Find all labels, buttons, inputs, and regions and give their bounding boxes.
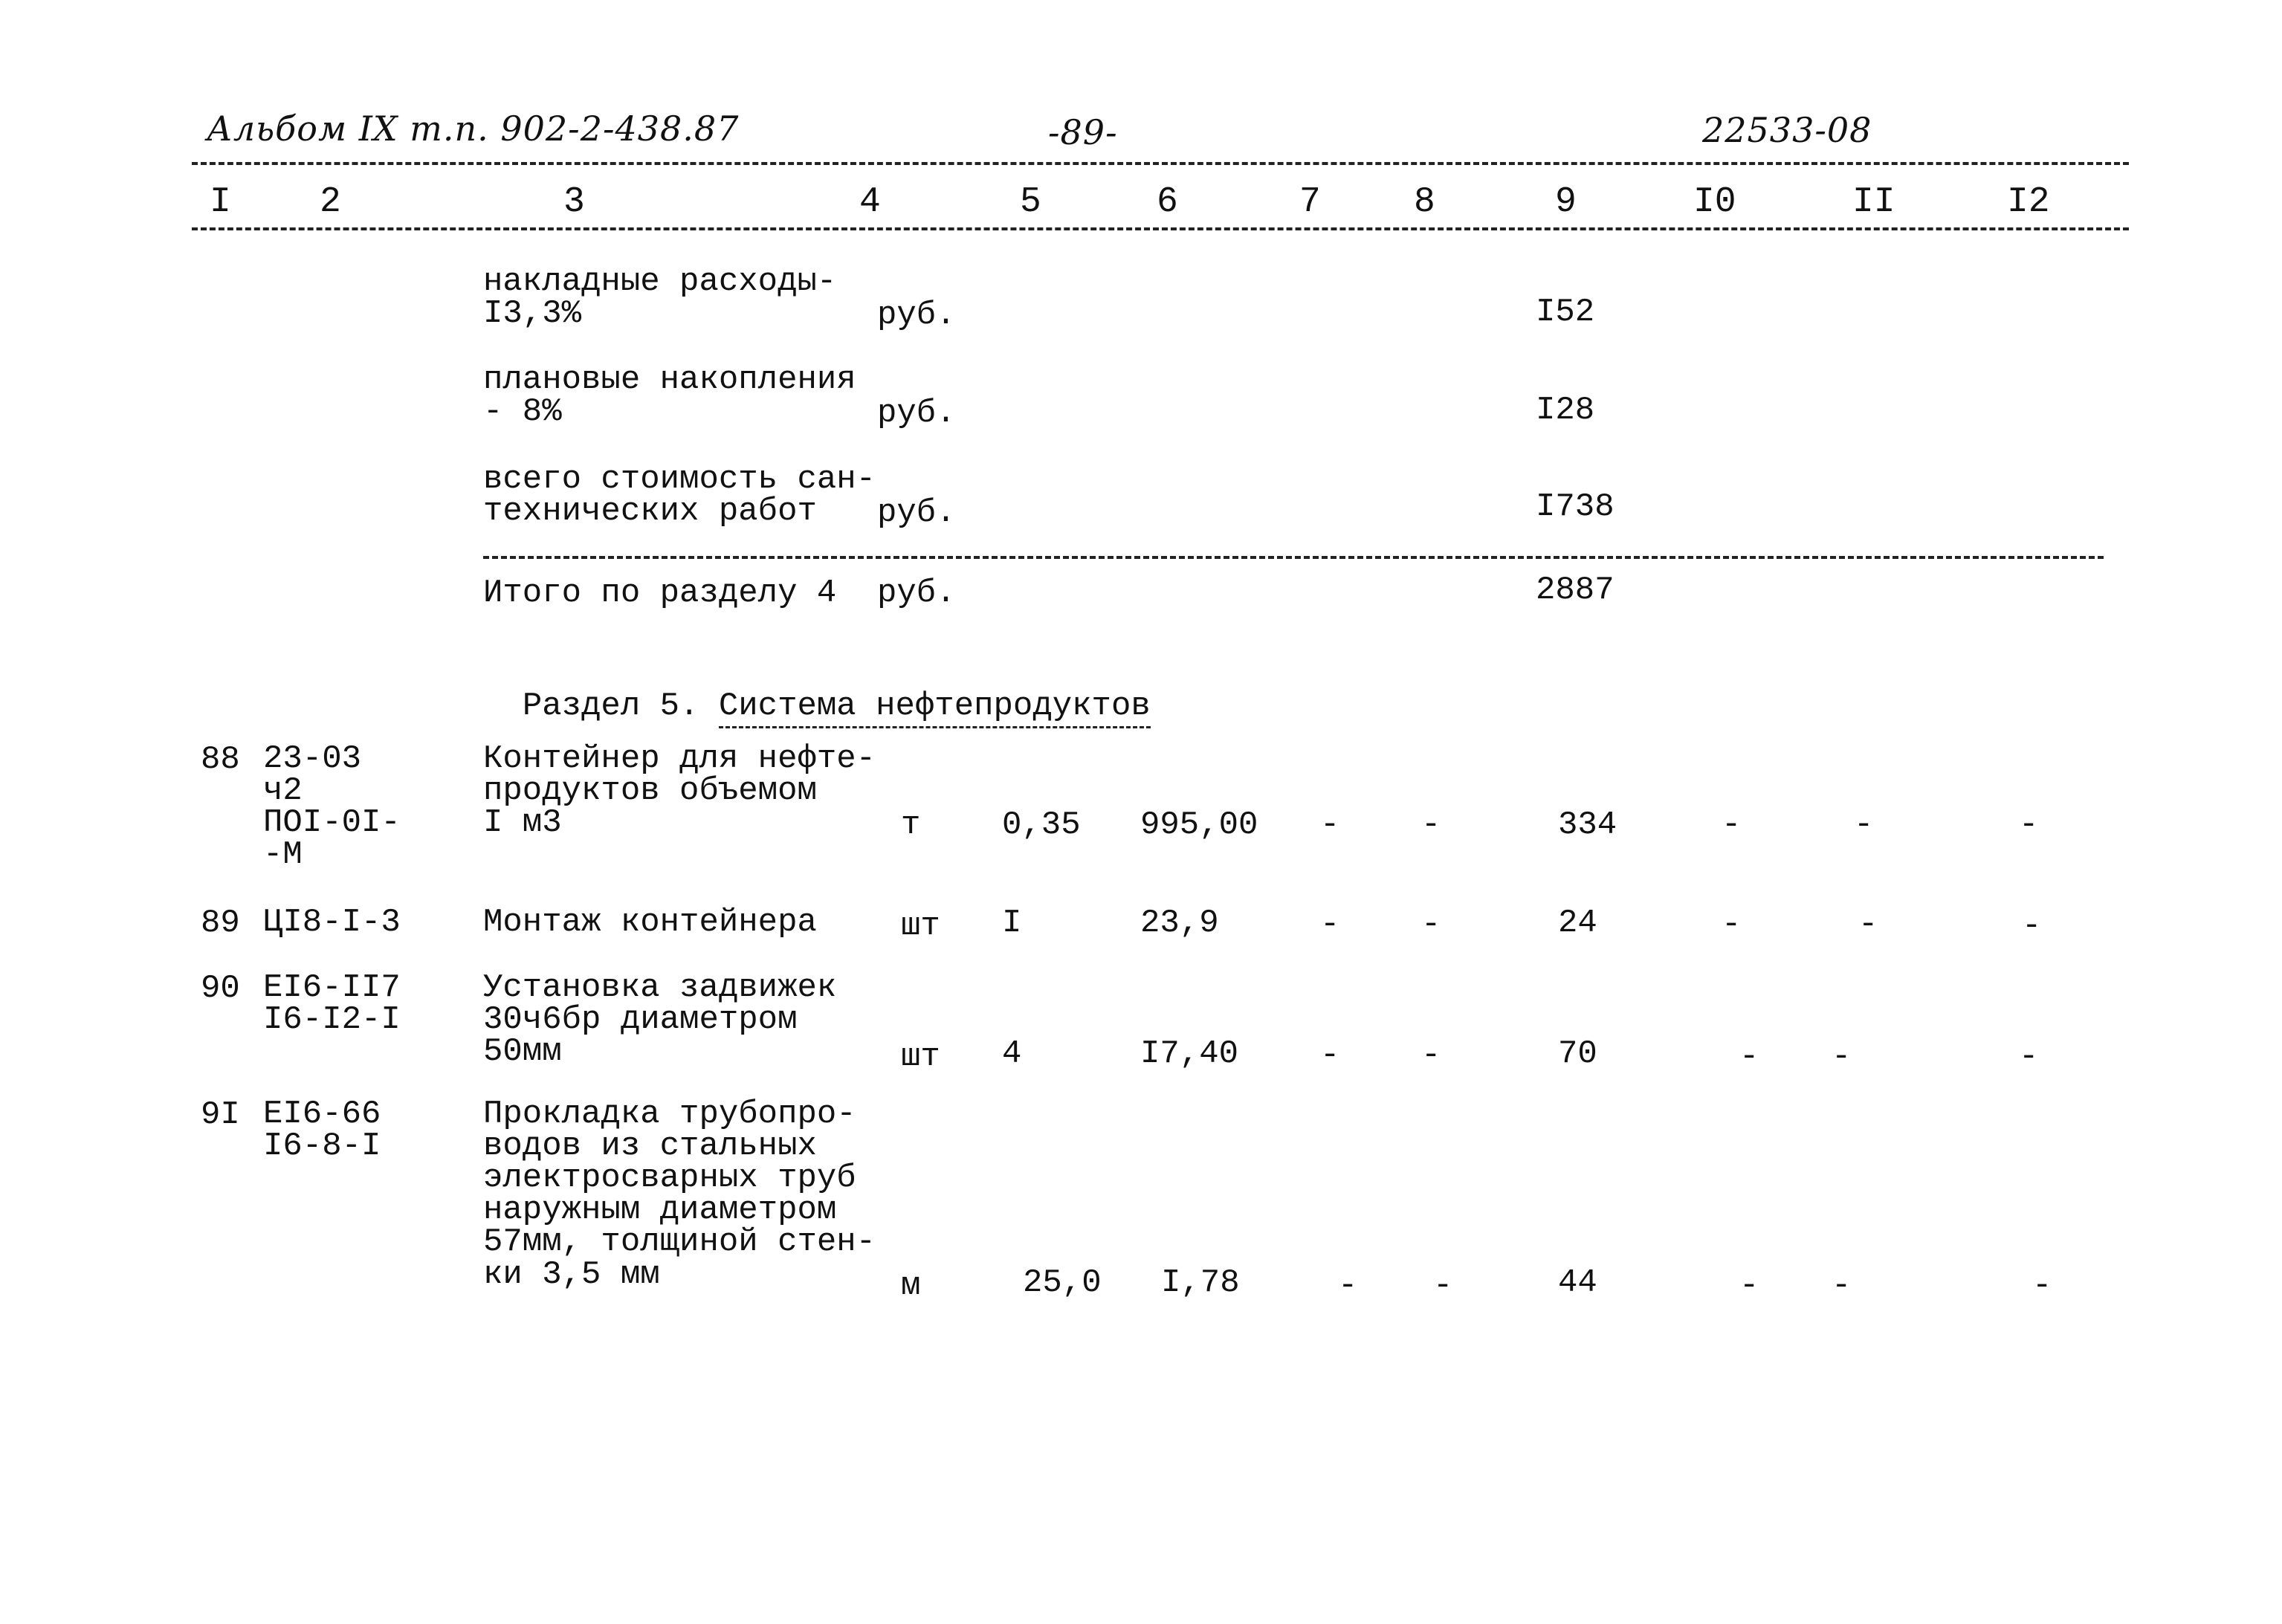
item-number: 88 [201, 741, 240, 778]
column-header: 2 [320, 182, 341, 222]
header-top-rule [192, 162, 2129, 165]
item-code: ЕI6-66 I6-8-I [263, 1096, 381, 1165]
summary-total: I52 [1536, 294, 1595, 331]
column-header: 7 [1299, 182, 1321, 222]
item-col8: - [1433, 1267, 1453, 1304]
item-price: 23,9 [1140, 905, 1219, 942]
item-code: ЕI6-II7 I6-I2-I [263, 969, 401, 1039]
item-col12: - [2019, 806, 2039, 844]
item-total: 44 [1558, 1264, 1597, 1301]
item-col10: - [1739, 1267, 1759, 1304]
item-col10: - [1722, 806, 1742, 844]
section-heading [483, 657, 1151, 725]
item-total: 70 [1558, 1035, 1597, 1073]
summary-text: накладные расходы- I3,3% [483, 263, 837, 333]
column-header: I2 [2007, 182, 2050, 222]
item-quantity: 25,0 [1023, 1264, 1102, 1301]
item-number: 89 [201, 905, 240, 942]
item-price: I,78 [1161, 1264, 1240, 1301]
section-total-unit: руб. [877, 575, 956, 612]
item-col11: - [1832, 1038, 1852, 1075]
item-col10: - [1739, 1038, 1759, 1075]
summary-total: I738 [1536, 488, 1614, 525]
summary-unit: руб. [877, 297, 956, 334]
item-col7: - [1320, 1037, 1340, 1074]
item-name: Прокладка трубопро- водов из стальных электросварных труб наружным диаметром 57мм, толщиной стен- ки 3,5 мм [483, 1096, 876, 1293]
item-unit: шт [901, 908, 940, 945]
item-name: Монтаж контейнера [483, 904, 817, 941]
summary-text: всего стоимость сан- технических работ [483, 461, 876, 531]
item-col11: - [1858, 906, 1878, 943]
column-header: 3 [563, 182, 585, 222]
item-col8: - [1421, 1037, 1441, 1074]
item-unit: м [901, 1267, 921, 1304]
summary-total: I28 [1536, 392, 1595, 429]
column-header: 5 [1020, 182, 1041, 222]
summary-unit: руб. [877, 494, 956, 531]
item-quantity: 4 [1002, 1035, 1022, 1073]
section-total-text: Итого по разделу 4 [483, 575, 837, 612]
item-col8: - [1421, 806, 1441, 844]
section-heading-prefix: Раздел 5. [522, 688, 699, 725]
item-unit: т [901, 806, 921, 844]
item-number: 9I [201, 1096, 240, 1133]
item-col8: - [1421, 906, 1441, 943]
item-col7: - [1338, 1267, 1358, 1304]
item-col11: - [1832, 1267, 1852, 1304]
column-header: 8 [1414, 182, 1435, 222]
item-total: 334 [1558, 806, 1617, 844]
column-header: 6 [1157, 182, 1178, 222]
item-col11: - [1854, 806, 1874, 844]
section-heading-title: Система нефтепродуктов [719, 688, 1151, 728]
section-total-value: 2887 [1536, 572, 1614, 609]
item-col12: - [2022, 908, 2042, 945]
item-col12: - [2019, 1038, 2039, 1075]
summary-unit: руб. [877, 395, 956, 432]
header-bottom-rule [192, 227, 2129, 230]
item-col7: - [1320, 806, 1340, 844]
item-col10: - [1722, 906, 1742, 943]
column-header: II [1852, 182, 1895, 222]
item-name: Установка задвижек 30ч6бр диаметром 50мм [483, 969, 837, 1071]
summary-text: плановые накопления - 8% [483, 361, 856, 431]
item-code: 23-03 ч2 ПОI-0I- -М [263, 740, 401, 874]
column-header: 4 [859, 182, 881, 222]
item-code: ЦI8-I-3 [263, 904, 401, 941]
column-header: I0 [1693, 182, 1736, 222]
document-code: 22533-08 [1702, 110, 1872, 150]
item-quantity: I [1002, 905, 1022, 942]
item-price: I7,40 [1140, 1035, 1239, 1073]
item-unit: шт [901, 1038, 940, 1075]
column-header: 9 [1555, 182, 1577, 222]
album-reference: Альбом IX т.п. 902-2-438.87 [207, 109, 740, 149]
item-price: 995,00 [1140, 806, 1258, 844]
item-name: Контейнер для нефте- продуктов объемом I м3 [483, 740, 876, 842]
item-col12: - [2032, 1267, 2052, 1304]
column-header: I [210, 182, 231, 222]
item-number: 90 [201, 970, 240, 1007]
item-quantity: 0,35 [1002, 806, 1081, 844]
section-total-rule [483, 556, 2104, 559]
item-col7: - [1320, 906, 1340, 943]
page-number: -89- [1048, 112, 1118, 152]
item-total: 24 [1558, 905, 1597, 942]
